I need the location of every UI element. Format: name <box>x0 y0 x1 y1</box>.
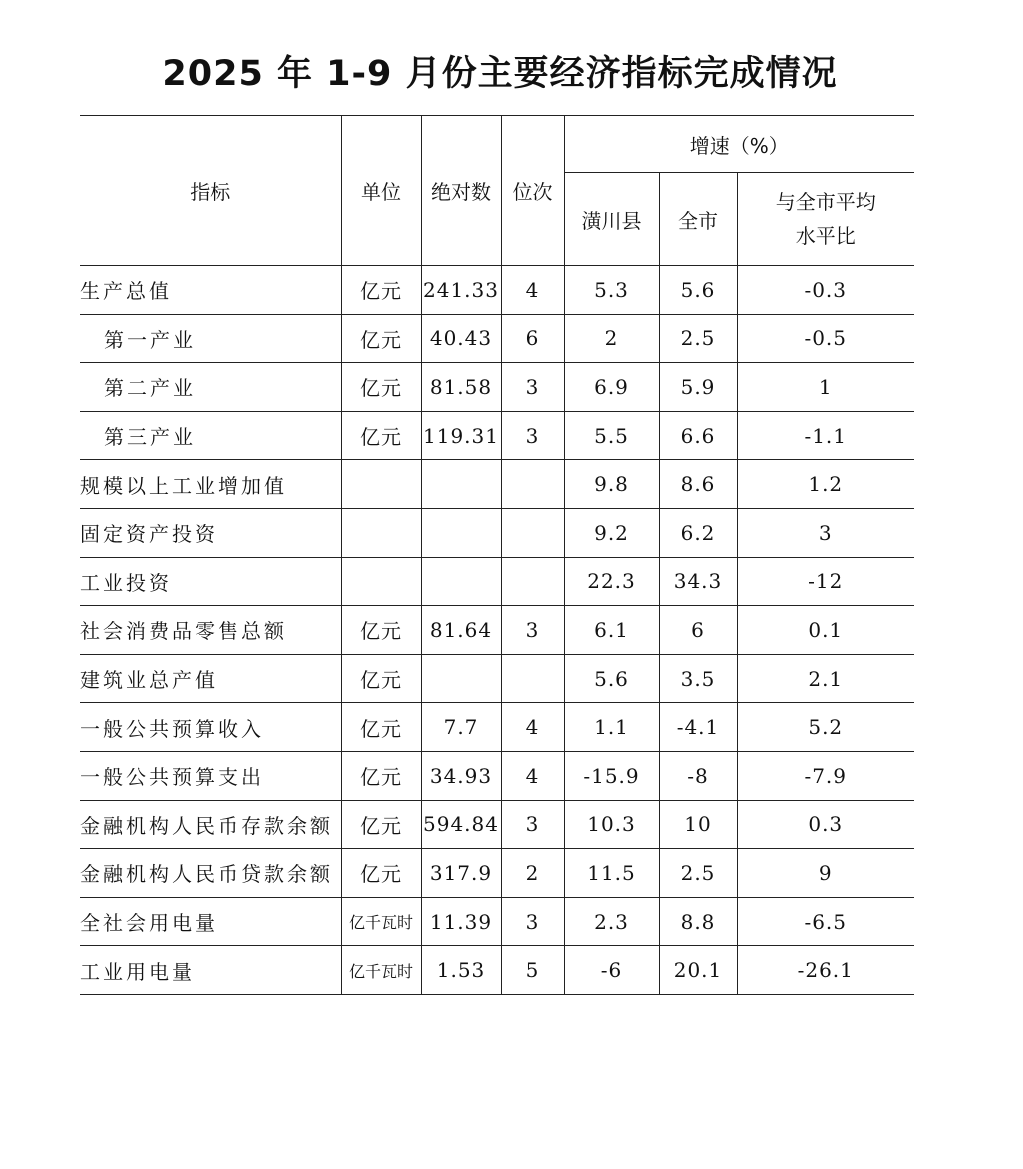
cell-county: 10.3 <box>564 800 659 849</box>
header-absolute: 绝对数 <box>421 116 501 266</box>
cell-absolute: 594.84 <box>421 800 501 849</box>
cell-county: 9.8 <box>564 460 659 509</box>
cell-absolute: 34.93 <box>421 751 501 800</box>
cell-unit: 亿元 <box>341 703 421 752</box>
cell-compare: 0.3 <box>737 800 914 849</box>
table-row <box>80 654 914 703</box>
cell-compare: -1.1 <box>737 411 914 460</box>
cell-compare: 1 <box>737 363 914 412</box>
table-row <box>80 363 914 412</box>
cell-absolute: 119.31 <box>421 411 501 460</box>
cell-name: 规模以上工业增加值 <box>80 460 341 509</box>
cell-unit <box>341 508 421 557</box>
cell-name: 生产总值 <box>80 266 341 315</box>
header-row-1 <box>80 116 914 173</box>
table-row <box>80 703 914 752</box>
header-county: 潢川县 <box>564 173 659 266</box>
cell-rank: 3 <box>501 411 564 460</box>
cell-name: 第一产业 <box>80 314 341 363</box>
cell-county: 1.1 <box>564 703 659 752</box>
cell-rank: 6 <box>501 314 564 363</box>
cell-county: 5.3 <box>564 266 659 315</box>
cell-compare: -26.1 <box>737 946 914 995</box>
cell-rank: 4 <box>501 703 564 752</box>
cell-unit: 亿千瓦时 <box>341 897 421 946</box>
cell-compare: 1.2 <box>737 460 914 509</box>
header-city: 全市 <box>659 173 737 266</box>
cell-compare: -12 <box>737 557 914 606</box>
cell-county: 5.6 <box>564 654 659 703</box>
cell-unit: 亿元 <box>341 411 421 460</box>
cell-absolute <box>421 557 501 606</box>
cell-unit <box>341 557 421 606</box>
table-row <box>80 266 914 315</box>
cell-name: 工业用电量 <box>80 946 341 995</box>
header-unit: 单位 <box>341 116 421 266</box>
cell-absolute: 241.33 <box>421 266 501 315</box>
page-title: 2025 年 1-9 月份主要经济指标完成情况 <box>162 54 838 94</box>
cell-unit: 亿元 <box>341 849 421 898</box>
cell-compare: -0.5 <box>737 314 914 363</box>
cell-absolute: 7.7 <box>421 703 501 752</box>
cell-unit: 亿元 <box>341 363 421 412</box>
cell-city: 6.2 <box>659 508 737 557</box>
cell-rank <box>501 654 564 703</box>
cell-compare: -7.9 <box>737 751 914 800</box>
cell-name: 全社会用电量 <box>80 897 341 946</box>
cell-absolute <box>421 654 501 703</box>
header-rank: 位次 <box>501 116 564 266</box>
cell-rank: 4 <box>501 266 564 315</box>
cell-compare: -6.5 <box>737 897 914 946</box>
cell-county: 5.5 <box>564 411 659 460</box>
cell-name: 一般公共预算支出 <box>80 751 341 800</box>
cell-name: 建筑业总产值 <box>80 654 341 703</box>
cell-absolute: 1.53 <box>421 946 501 995</box>
table-row <box>80 849 914 898</box>
header-compare: 与全市平均水平比 <box>737 173 914 266</box>
cell-unit: 亿元 <box>341 751 421 800</box>
cell-name: 工业投资 <box>80 557 341 606</box>
cell-unit: 亿元 <box>341 654 421 703</box>
table-row <box>80 557 914 606</box>
cell-rank <box>501 460 564 509</box>
cell-unit: 亿元 <box>341 800 421 849</box>
cell-rank: 3 <box>501 606 564 655</box>
cell-name: 第二产业 <box>80 363 341 412</box>
cell-name: 金融机构人民币存款余额 <box>80 800 341 849</box>
cell-county: -15.9 <box>564 751 659 800</box>
cell-unit: 亿元 <box>341 606 421 655</box>
cell-city: 5.9 <box>659 363 737 412</box>
cell-name: 固定资产投资 <box>80 508 341 557</box>
cell-city: 8.8 <box>659 897 737 946</box>
cell-name: 第三产业 <box>80 411 341 460</box>
cell-compare: -0.3 <box>737 266 914 315</box>
cell-county: -6 <box>564 946 659 995</box>
cell-absolute: 317.9 <box>421 849 501 898</box>
table-row <box>80 897 914 946</box>
cell-absolute: 81.58 <box>421 363 501 412</box>
cell-unit: 亿千瓦时 <box>341 946 421 995</box>
cell-unit: 亿元 <box>341 266 421 315</box>
cell-city: 6.6 <box>659 411 737 460</box>
cell-compare: 2.1 <box>737 654 914 703</box>
cell-rank <box>501 508 564 557</box>
header-growth: 增速（%） <box>564 116 914 173</box>
indicators-table <box>80 115 914 995</box>
cell-city: 34.3 <box>659 557 737 606</box>
cell-compare: 3 <box>737 508 914 557</box>
cell-absolute: 11.39 <box>421 897 501 946</box>
cell-city: 2.5 <box>659 849 737 898</box>
cell-city: 2.5 <box>659 314 737 363</box>
table-row <box>80 751 914 800</box>
cell-absolute <box>421 508 501 557</box>
cell-compare: 5.2 <box>737 703 914 752</box>
cell-city: 8.6 <box>659 460 737 509</box>
table-row <box>80 314 914 363</box>
cell-rank: 4 <box>501 751 564 800</box>
cell-rank: 3 <box>501 897 564 946</box>
cell-city: -8 <box>659 751 737 800</box>
cell-compare: 0.1 <box>737 606 914 655</box>
table-row <box>80 800 914 849</box>
cell-name: 金融机构人民币贷款余额 <box>80 849 341 898</box>
cell-county: 6.1 <box>564 606 659 655</box>
cell-city: 6 <box>659 606 737 655</box>
cell-rank: 3 <box>501 800 564 849</box>
cell-city: 5.6 <box>659 266 737 315</box>
header-indicator: 指标 <box>80 116 341 266</box>
cell-rank: 2 <box>501 849 564 898</box>
cell-rank: 3 <box>501 363 564 412</box>
cell-rank <box>501 557 564 606</box>
cell-county: 22.3 <box>564 557 659 606</box>
cell-unit <box>341 460 421 509</box>
cell-city: -4.1 <box>659 703 737 752</box>
cell-county: 6.9 <box>564 363 659 412</box>
cell-absolute: 81.64 <box>421 606 501 655</box>
table-row <box>80 508 914 557</box>
cell-city: 3.5 <box>659 654 737 703</box>
table-row <box>80 606 914 655</box>
cell-city: 20.1 <box>659 946 737 995</box>
cell-compare: 9 <box>737 849 914 898</box>
table-row <box>80 946 914 995</box>
cell-absolute <box>421 460 501 509</box>
cell-rank: 5 <box>501 946 564 995</box>
cell-unit: 亿元 <box>341 314 421 363</box>
cell-name: 社会消费品零售总额 <box>80 606 341 655</box>
table-row <box>80 460 914 509</box>
cell-county: 11.5 <box>564 849 659 898</box>
cell-name: 一般公共预算收入 <box>80 703 341 752</box>
cell-city: 10 <box>659 800 737 849</box>
cell-county: 9.2 <box>564 508 659 557</box>
cell-absolute: 40.43 <box>421 314 501 363</box>
cell-county: 2.3 <box>564 897 659 946</box>
cell-county: 2 <box>564 314 659 363</box>
table-row <box>80 411 914 460</box>
